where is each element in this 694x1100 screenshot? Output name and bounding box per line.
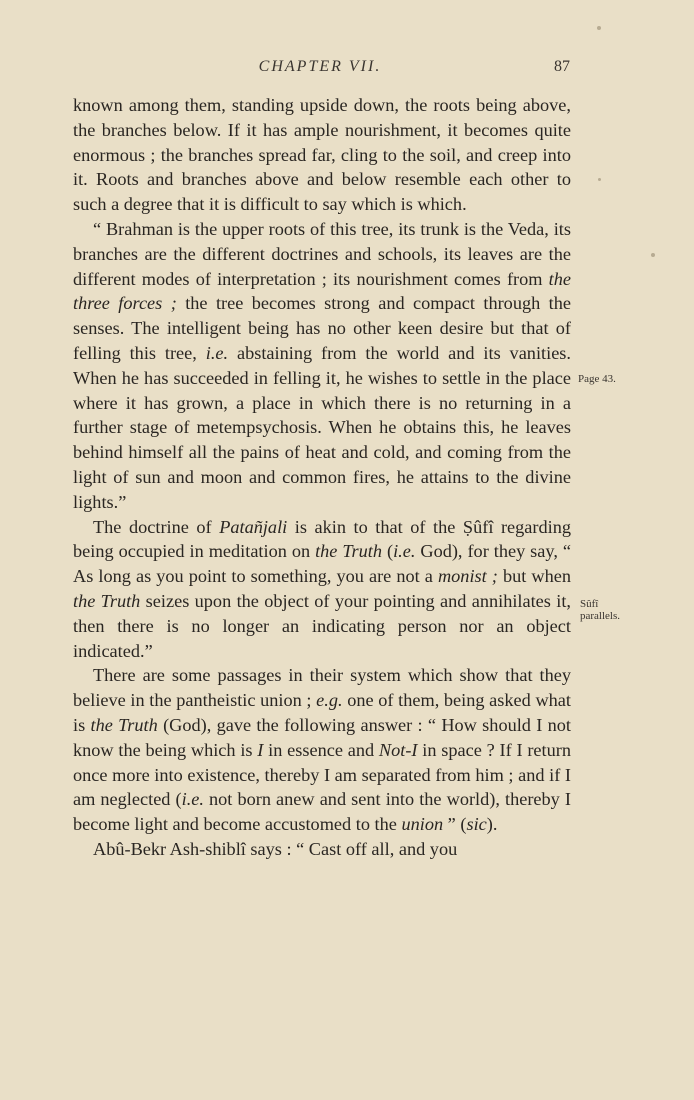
text-run: abstaining from the world and its vanities. When he has succeeded in felling it, he wishes to settle in the place where it has grown, a place in which there is no returning in a further stage of metempsychosis. When he obtains this, he leaves behind himself all the pains of heat and cold, and coming from the light of sun and moon and common fires, he attains to the divine lights.” <box>73 342 571 512</box>
italic-text-run: the Truth <box>73 590 141 611</box>
paragraph <box>73 93 571 217</box>
italic-text-run: the three forces ; <box>73 268 571 314</box>
italic-text-run: the Truth <box>315 541 383 562</box>
text-run: in essence and <box>263 739 379 760</box>
text-run: There are some passages in their system which show that they believe in the pantheistic union ; <box>73 665 571 711</box>
italic-text-run: i.e. <box>205 342 229 363</box>
text-run: ” ( <box>443 814 467 835</box>
text-run: one of them, being asked what is <box>73 690 571 735</box>
paragraph <box>73 515 571 664</box>
text-run: in space ? If I return once more into existence, thereby I am separated from him ; and if I am neglected ( <box>73 739 571 810</box>
italic-text-run: Patañjali <box>219 516 288 537</box>
paper-spot <box>651 253 655 257</box>
paper-spot <box>597 26 601 30</box>
margin-note-page-ref: Page 43. <box>578 373 616 385</box>
body-text <box>73 93 571 862</box>
italic-text-run: the Truth <box>90 714 158 735</box>
page-header <box>70 58 570 82</box>
text-run: seizes upon the object of your pointing and annihilates it, then there is no longer an indicating person nor an object indicated.” <box>73 590 571 661</box>
italic-text-run: Not-I <box>378 739 418 760</box>
paper-spot <box>598 178 601 181</box>
text-run: ). <box>486 814 498 835</box>
italic-text-run: I <box>257 739 264 760</box>
text-run: Abû-Bekr Ash-shiblî says : “ Cast off all, and you <box>93 838 458 859</box>
italic-text-run: e.g. <box>316 690 343 711</box>
text-run: but when <box>497 566 571 587</box>
margin-note-sufi-parallels: Sûfî parallels. <box>580 598 621 622</box>
text-run: (God), gave the following answer : “ How should I not know the being which is <box>73 714 571 760</box>
text-run: “ Brahman is the upper roots of this tree, its trunk is the Veda, its branches are the different doctrines and schools, its leaves are the different modes of interpretation ; its nourishment comes from <box>73 218 571 289</box>
text-run: not born anew and sent into the world), thereby I become light and become accustomed to the <box>73 789 571 835</box>
text-run: The doctrine of <box>93 516 220 537</box>
text-run: is akin to that of the Ṣûfî regarding being occupied in meditation on <box>73 516 571 562</box>
paragraph <box>73 663 571 837</box>
text-run: God), for they say, “ As long as you point to something, you are not a <box>73 541 571 587</box>
text-run: the tree becomes strong and compact through the senses. The intelligent being has no other keen desire but that of felling this tree, <box>73 293 571 363</box>
text-run: ( <box>382 541 394 562</box>
italic-text-run: sic <box>466 814 487 835</box>
page-number: 87 <box>554 58 570 75</box>
italic-text-run: i.e. <box>181 789 204 810</box>
running-head: CHAPTER VII. <box>258 58 382 75</box>
italic-text-run: union <box>401 814 444 835</box>
paragraph <box>73 837 571 862</box>
paragraph <box>73 217 571 515</box>
italic-text-run: monist ; <box>437 566 498 587</box>
italic-text-run: i.e. <box>393 541 416 562</box>
text-run: known among them, standing upside down, the roots being above, the branches below. If it has ample nourishment, it becomes quite enormous ; the branches spread far, cling to the soil, and creep into it. Roots and branches above and below resemble each other to such a degree that it is difficult to say which is which. <box>73 95 571 215</box>
